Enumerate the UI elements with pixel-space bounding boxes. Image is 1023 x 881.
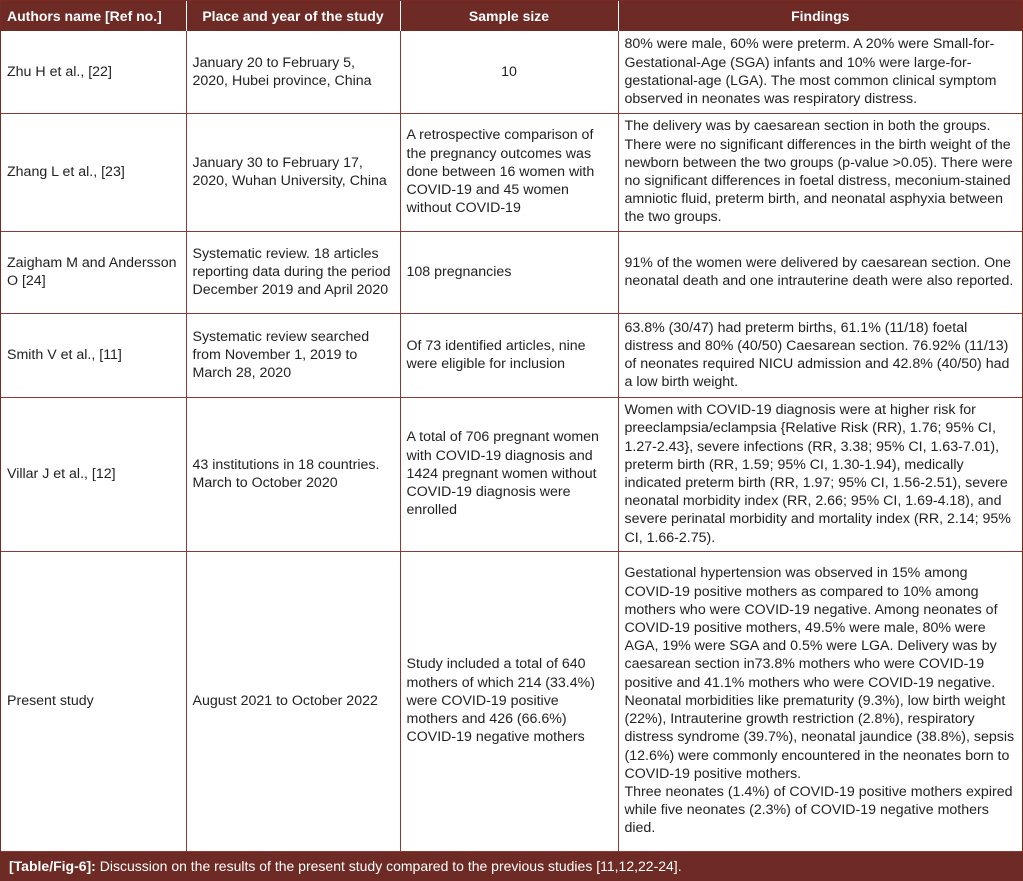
cell-findings: Women with COVID-19 diagnosis were at higher risk for preeclampsia/eclampsia {Relative Risk (RR), 1.76; 95% CI, 1.27-2.43}, severe infections (RR, 3.38; 95% CI, 1.63-7.01), preterm birth (RR, 1.59; 95% CI, 1.30-1.94), medically indicated preterm birth (RR, 1.97; 95% CI, 1.56-2.51), severe neonatal morbidity index (RR, 2.66; 95% CI, 1.69-4.18), and severe perinatal morbidity and mortality index (RR, 2.14; 95% CI, 1.66-2.75). (618, 397, 1022, 551)
cell-findings: 80% were male, 60% were preterm. A 20% were Small-for-Gestational-Age (SGA) infants and 10% were large-for-gestational-age (LGA). The most common clinical symptom observed in neonates was respiratory distress. (618, 31, 1022, 113)
caption-label: [Table/Fig-6]: (9, 858, 96, 874)
cell-place: January 30 to February 17, 2020, Wuhan University, China (186, 113, 400, 231)
cell-sample: A total of 706 pregnant women with COVID-19 diagnosis and 1424 pregnant women without COVID-19 diagnosis were enrolled (400, 397, 618, 551)
table-row (1, 231, 1022, 313)
findings-paragraph: Gestational hypertension was observed in 15% among COVID-19 positive mothers as compared to 10% among mothers who were COVID-19 negative. Among neonates of COVID-19 positive mothers, 49.5% were male, 80% were AGA, 19% were SGA and 0.5% were LGA. Delivery was by caesarean section in73.8% mothers who were COVID-19 positive and 41.1% mothers who were COVID-19 negative. (624, 565, 998, 691)
cell-place: Systematic review searched from November 1, 2019 to March 28, 2020 (186, 313, 400, 397)
cell-place: 43 institutions in 18 countries. March to October 2020 (186, 397, 400, 551)
cell-author: Smith V et al., [11] (1, 313, 186, 397)
header-place-year: Place and year of the study (186, 1, 400, 31)
table-row (1, 397, 1022, 551)
table-row (1, 31, 1022, 113)
cell-author: Zhang L et al., [23] (1, 113, 186, 231)
table-row (1, 313, 1022, 397)
table-row-present-study (1, 551, 1022, 851)
caption-text: Discussion on the results of the present study compared to the previous studies [11,12,22-24]. (95, 858, 682, 874)
table-caption (0, 852, 1023, 881)
comparison-table (1, 1, 1022, 852)
cell-sample: Of 73 identified articles, nine were eligible for inclusion (400, 313, 618, 397)
cell-author: Present study (1, 551, 186, 851)
cell-sample: Study included a total of 640 mothers of which 214 (33.4%) were COVID-19 positive mothers and 426 (66.6%) COVID-19 negative mothers (400, 551, 618, 851)
cell-place: August 2021 to October 2022 (186, 551, 400, 851)
cell-findings: 63.8% (30/47) had preterm births, 61.1% (11/18) foetal distress and 80% (40/50) Caesarean section. 76.92% (11/13) of neonates required NICU admission and 42.8% (40/50) had a low birth weight. (618, 313, 1022, 397)
cell-author: Villar J et al., [12] (1, 397, 186, 551)
header-authors: Authors name [Ref no.] (1, 1, 186, 31)
table-row (1, 113, 1022, 231)
header-sample-size: Sample size (400, 1, 618, 31)
cell-place: Systematic review. 18 articles reporting data during the period December 2019 and April 2020 (186, 231, 400, 313)
cell-findings: 91% of the women were delivered by caesarean section. One neonatal death and one intrauterine death were also reported. (618, 231, 1022, 313)
table-header-row (1, 1, 1022, 31)
cell-sample: A retrospective comparison of the pregnancy outcomes was done between 16 women with COVID-19 and 45 women without COVID-19 (400, 113, 618, 231)
cell-place: January 20 to February 5, 2020, Hubei province, China (186, 31, 400, 113)
cell-findings (618, 551, 1022, 851)
findings-paragraph: Three neonates (1.4%) of COVID-19 positive mothers expired while five neonates (2.3%) of COVID-19 negative mothers died. (624, 783, 1013, 837)
cell-sample: 10 (400, 31, 618, 113)
findings-paragraph: Neonatal morbidities like prematurity (9.3%), low birth weight (22%), Intrauterine growth restriction (2.8%), respiratory distress syndrome (39.7%), neonatal jaundice (38.8%), sepsis (12.6%) were commonly encountered in the neonates born to COVID-19 positive mothers. (624, 692, 1015, 782)
cell-findings: The delivery was by caesarean section in both the groups. There were no significant differences in the birth weight of the newborn between the two groups (p-value >0.05). There were no significant differences in foetal distress, meconium-stained amniotic fluid, preterm birth, and neonatal asphyxia between the two groups. (618, 113, 1022, 231)
cell-sample: 108 pregnancies (400, 231, 618, 313)
cell-author: Zaigham M and Andersson O [24] (1, 231, 186, 313)
cell-author: Zhu H et al., [22] (1, 31, 186, 113)
header-findings: Findings (618, 1, 1022, 31)
